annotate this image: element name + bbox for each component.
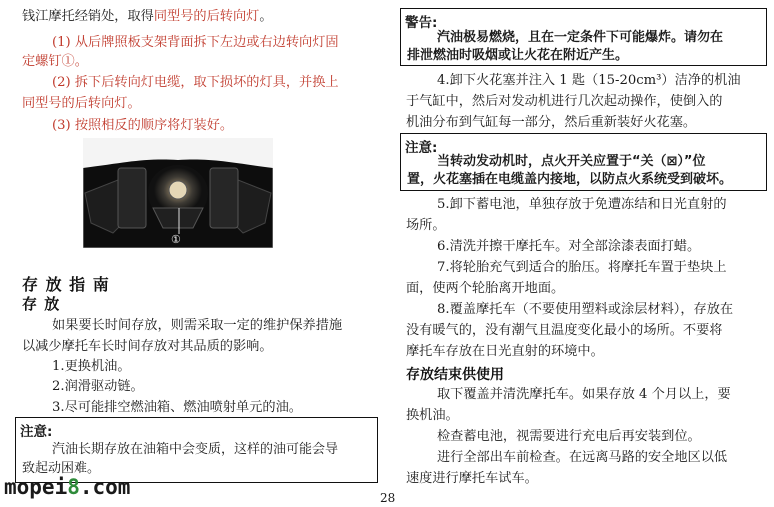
storage-intro-cont: 以减少摩托车长时间存放对其品质的影响。 bbox=[22, 339, 273, 354]
end-line-3: 进行全部出车前检查。在远离马路的安全地区以低 bbox=[437, 450, 728, 465]
end-line-1-cont: 换机油。 bbox=[406, 408, 459, 423]
rear-light-photo bbox=[83, 138, 273, 248]
step-7-line: 7.将轮胎充气到适合的胎压。将摩托车置于垫块上 bbox=[437, 260, 727, 275]
step-2-line: (2) 拆下后转向灯电缆，取下损坏的灯具，并换上 bbox=[52, 75, 339, 90]
storage-heading: 存 放 bbox=[22, 295, 61, 313]
intro-text: 钱江摩托经销处，取得同型号的后转向灯。 bbox=[22, 9, 273, 24]
left-note-line-1: 汽油长期存放在油箱中会变质，这样的油可能会导 bbox=[52, 442, 339, 457]
photo-callout-number: ① bbox=[171, 233, 181, 246]
step-6-line: 6.清洗并擦干摩托车。对全部涂漆表面打蜡。 bbox=[437, 239, 701, 254]
watermark-text: mopei8.com bbox=[4, 475, 131, 499]
warning-line-1: 汽油极易燃烧，且在一定条件下可能爆炸。请勿在 bbox=[437, 30, 724, 45]
end-line-2: 检查蓄电池，视需要进行充电后再安装到位。 bbox=[437, 429, 701, 444]
left-note-title: 注意: bbox=[20, 424, 53, 440]
intro-line bbox=[22, 8, 273, 25]
step-1-cont: 定螺钉①。 bbox=[22, 54, 88, 69]
right-note-title: 注意: bbox=[405, 140, 438, 156]
storage-item-1: 1.更换机油。 bbox=[52, 359, 131, 374]
right-note-line-1: 当转动发动机时，点火开关应置于“关（⊠）”位 bbox=[437, 154, 706, 169]
step-7-cont: 面，使两个轮胎离开地面。 bbox=[406, 281, 565, 296]
watermark-logo bbox=[4, 475, 130, 499]
warning-title: 警告: bbox=[405, 15, 438, 31]
storage-item-2: 2.润滑驱动链。 bbox=[52, 379, 144, 394]
end-storage-heading: 存放结束供使用 bbox=[406, 367, 504, 383]
step-5-line: 5.卸下蓄电池，单独存放于免遭冻结和日光直射的 bbox=[437, 197, 727, 212]
page-number: 28 bbox=[380, 491, 396, 505]
step-8-cont-2: 摩托车存放在日光直射的环境中。 bbox=[406, 344, 604, 359]
storage-guide-heading: 存 放 指 南 bbox=[22, 275, 110, 294]
left-note-line-2: 致起动困难。 bbox=[22, 461, 101, 476]
end-line-1: 取下覆盖并清洗摩托车。如果存放 4 个月以上，要 bbox=[437, 387, 731, 402]
warning-line-2: 排泄燃油时吸烟或让火花在附近产生。 bbox=[407, 48, 629, 63]
step-4-cont-2: 机油分布到气缸每一部分，然后重新装好火花塞。 bbox=[406, 115, 697, 130]
step-1-line: (1) 从后牌照板支架背面拆下左边或右边转向灯固 bbox=[52, 35, 339, 50]
step-4-cont-1: 于气缸中，然后对发动机进行几次起动操作，使倒入的 bbox=[406, 94, 723, 109]
step-8-cont-1: 没有暖气的，没有潮气且温度变化最小的场所。不要将 bbox=[406, 323, 723, 338]
storage-intro-line: 如果要长时间存放，则需采取一定的维护保养措施 bbox=[52, 318, 343, 333]
right-note-line-2: 置，火花塞插在电缆盖内接地，以防点火系统受到破坏。 bbox=[407, 172, 733, 187]
step-5-cont: 场所。 bbox=[406, 218, 446, 233]
step-8-line: 8.覆盖摩托车（不要使用塑料或涂层材料），存放在 bbox=[437, 302, 734, 317]
step-4-line: 4.卸下火花塞并注入 1 匙（15-20cm³）洁净的机油 bbox=[437, 73, 741, 88]
end-line-3-cont: 速度进行摩托车试车。 bbox=[406, 471, 538, 486]
step-2-cont: 同型号的后转向灯。 bbox=[22, 96, 141, 111]
step-3-line: (3) 按照相反的顺序将灯装好。 bbox=[52, 118, 234, 133]
storage-item-3: 3.尽可能排空燃油箱、燃油喷射单元的油。 bbox=[52, 400, 302, 415]
